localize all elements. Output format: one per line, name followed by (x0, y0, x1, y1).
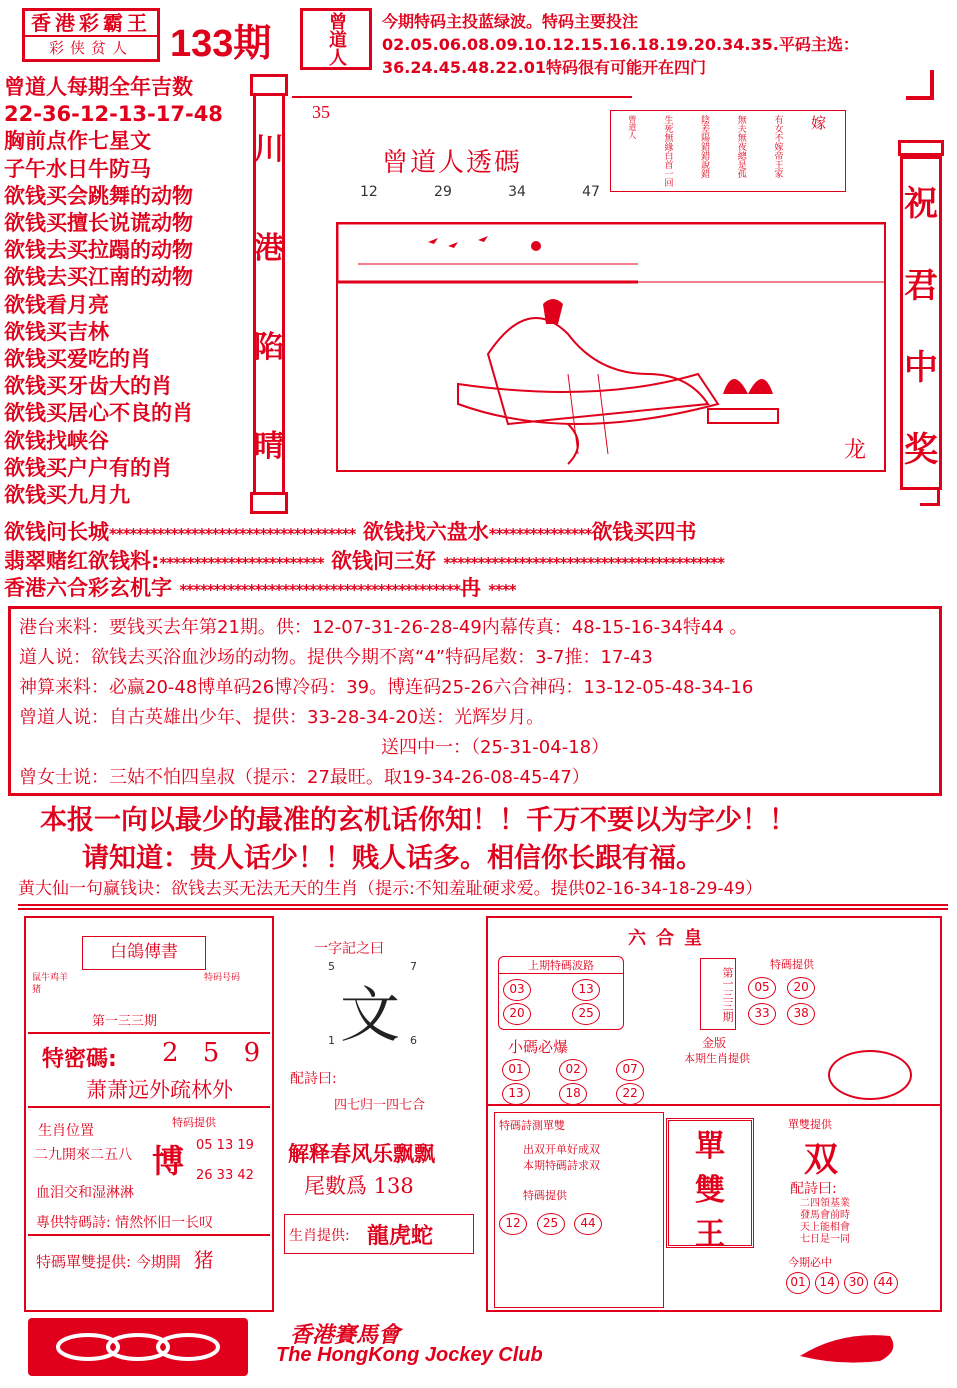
peishi: 四七归一四七合 (334, 1098, 426, 1113)
scroll-left (250, 74, 288, 514)
small-num: 18 (559, 1083, 587, 1105)
club-name-en: The HongKong Jockey Club (276, 1344, 543, 1366)
info-line: 送四中一：（25-31-04-18） (381, 737, 610, 758)
picture-area (292, 96, 886, 476)
scroll-char: 中 (904, 347, 938, 388)
huang-line: 黄大仙一句赢钱诀：欲钱去买无法无天的生肖（提示:不知羞耻硬求爱。提供02-16-34-18-29-49） (18, 879, 763, 899)
tip-box (152, 1114, 270, 1192)
scholar-illustration (338, 224, 886, 472)
riddle-a: 翡翠赌红欲钱料: (4, 549, 160, 573)
illustration (336, 222, 886, 472)
logo-bottom: 彩侠贫人 (25, 35, 157, 59)
double-line (36, 1244, 214, 1273)
poem-side: 嫁 (809, 115, 828, 130)
list-item: 欲钱买牙齿大的肖 (4, 374, 172, 399)
slogan-2: 请知道：贵人话少！！贱人话多。相信你长跟有福。 (82, 843, 703, 874)
today-num: 14 (815, 1272, 839, 1294)
bottom-right-panel (486, 916, 942, 1312)
tema2-num: 12 (499, 1213, 527, 1235)
list-item: 欲钱买吉林 (4, 319, 109, 344)
tema-label: 特碼提供 (770, 958, 814, 971)
tema-num: 38 (787, 1003, 815, 1025)
tema2-label: 特碼提供 (523, 1189, 567, 1202)
left-list (4, 74, 244, 509)
mid-char: 文 (340, 981, 400, 1051)
left-small: 鼠牛鸡羊猪 (32, 973, 69, 995)
trial-box (494, 1112, 664, 1308)
list-item: 欲钱买居心不良的肖 (4, 401, 193, 426)
zodiac-label: 生肖提供: (289, 1228, 350, 1244)
corner-label: 龙 (843, 438, 866, 463)
mid-title: 一字記之曰 (314, 941, 384, 957)
peishi-line: 天上能相會 (800, 1222, 850, 1233)
riddle-b: 欲钱找六盘水 (362, 520, 489, 544)
wave-num: 25 (572, 1003, 600, 1025)
seal-icon (828, 1050, 912, 1100)
scroll-char: 祝 (904, 183, 938, 224)
small-num: 02 (559, 1059, 587, 1081)
list-item: 欲钱买爱吃的肖 (4, 347, 151, 372)
special-poem: 專供特碼詩: 情然怀旧一长叹 (36, 1215, 214, 1231)
br-issue: 第一三三期 (700, 958, 736, 1030)
left-numbers: 22-36-12-13-17-48 (4, 102, 223, 127)
tip-nums: 05 13 19 (196, 1138, 254, 1153)
poem-col: 有女不嫁帝王家 (772, 115, 783, 178)
list-item: 欲钱找峡谷 (4, 428, 109, 453)
wave-num: 03 (503, 979, 531, 1001)
small-num: 22 (616, 1083, 644, 1105)
tema-box (744, 956, 840, 1046)
tema-num: 33 (748, 1003, 776, 1025)
riddle-b: 欲钱问三好 (330, 549, 436, 573)
info-line: 神算来料：必赢20-48博单码26博冷码：39。博连码25-26六合神码：13-12-05-48-34-16 (19, 677, 754, 698)
tip-nums: 26 33 42 (196, 1168, 254, 1183)
riddle-line-1: 欲钱问长城************************************ 欲钱找六盘水***************欲钱买四书 (4, 520, 697, 544)
club-name-cn: 香港賽馬會 (290, 1322, 401, 1348)
logo-box (22, 8, 160, 62)
riddle-line-3: 香港六合彩玄机字 *****************************************冉 **** (4, 576, 516, 600)
poem-col: 無夫無夜總是孤 (735, 115, 746, 178)
scroll-char: 港 (254, 230, 284, 266)
br-peishi-label: 配詩曰: (790, 1181, 837, 1197)
header-intro: 今期特码主投蓝绿波。特码主要投注02.05.06.08.09.10.12.15.16.18.19.20.34.35.平码主选：36.24.45.48.22.01特码很有可能开在四门 (382, 12, 859, 77)
list-item: 欲钱买九月九 (4, 483, 130, 508)
corner-bracket-h (906, 96, 934, 100)
today-num: 30 (844, 1272, 868, 1294)
info-box (8, 606, 942, 796)
tema2-num: 44 (574, 1213, 602, 1235)
top-left-number: 35 (312, 102, 330, 122)
info-line: 道人说：欲钱去买浴血沙场的动物。提供今期不离“4”特码尾数：3-7推：17-43 (19, 647, 653, 668)
daoren-stamp: 曾道人 (300, 8, 372, 70)
tip-big: 博 (152, 1142, 185, 1180)
riddle-c: 欲钱买四书 (591, 520, 697, 544)
bl-issue: 第一三三期 (92, 1014, 158, 1029)
jockey-club-emblem-icon (800, 1326, 900, 1366)
poem-col: 陰差陽錯錯說錯 (699, 115, 710, 178)
today-num: 44 (874, 1272, 898, 1294)
scroll-right (898, 140, 944, 510)
scroll-char: 陷 (254, 329, 284, 365)
pic-num: 34 (508, 184, 526, 200)
scroll-char: 君 (904, 265, 938, 306)
trial-line: 出双开单好成双 (523, 1143, 600, 1156)
wave-box (498, 956, 624, 1030)
explain: 解释春风乐飘飘 (288, 1142, 435, 1166)
cloud-emblem-icon (48, 1327, 228, 1367)
zodiac-value: 龍虎蛇 (367, 1224, 434, 1249)
double-val: 猪 (193, 1248, 214, 1272)
poem-box (610, 110, 846, 192)
list-item: 欲钱去买江南的动物 (4, 265, 193, 290)
tema-num: 20 (787, 977, 815, 999)
wave-num: 13 (572, 979, 600, 1001)
big-char: 單 (695, 1129, 725, 1164)
riddle-b: 冉 (459, 576, 481, 600)
pic-num: 29 (434, 184, 452, 200)
poem-sign: 曾道人 (627, 115, 637, 139)
mid-num: 6 (410, 1034, 417, 1047)
riddle-a: 香港六合彩玄机字 (4, 576, 172, 600)
zodiac-box (284, 1214, 474, 1254)
bottom-left-panel (24, 916, 274, 1312)
tail: 尾數爲 138 (304, 1174, 414, 1198)
trial-line: 本期特碼詩求双 (523, 1159, 600, 1172)
list-item: 胸前点作七星文 (4, 129, 151, 154)
wave-label: 上期特碼波路 (499, 957, 623, 974)
big-right-label: 單雙提供 (788, 1118, 832, 1131)
special-nums: 2 5 9 (162, 1038, 269, 1068)
mid-num: 5 (328, 960, 335, 973)
single-double-king (666, 1118, 754, 1252)
issue-number: 133期 (170, 23, 272, 65)
zodiac-tip-label: 本期生肖提供 (684, 1052, 750, 1065)
mid-num: 7 (410, 960, 417, 973)
small-num: 01 (502, 1059, 530, 1081)
small-num: 13 (502, 1083, 530, 1105)
white-dove-stamp: 白鴿傳書 (82, 936, 206, 970)
riddle-line-2: 翡翠赌红欲钱料:************************ 欲钱问三好 ***************************************** (4, 549, 724, 573)
small-num: 07 (616, 1059, 644, 1081)
footer-logo-right (800, 1326, 900, 1366)
peishi-label: 配詩曰: (290, 1071, 337, 1087)
small-nums (502, 1058, 682, 1105)
edition: 金版 (702, 1036, 727, 1050)
big-right-char: 双 (804, 1140, 838, 1180)
today-nums (786, 1272, 900, 1294)
peishi-line: 七日是一同 (800, 1234, 850, 1245)
small-label: 小碼必爆 (508, 1038, 569, 1056)
lhh-title: 六合皇 (628, 928, 712, 949)
list-item: 子午水日牛防马 (4, 156, 151, 181)
wave-num: 20 (503, 1003, 531, 1025)
list-item: 欲钱买户户有的肖 (4, 455, 172, 480)
bl-poem: 萧萧远外疏林外 (86, 1078, 233, 1102)
right-small: 特码号码 (204, 973, 241, 983)
blood-line: 血泪交和湿淋淋 (36, 1185, 134, 1201)
pic-num: 12 (360, 184, 378, 200)
mid-num: 1 (328, 1034, 335, 1047)
tema-num: 05 (748, 977, 776, 999)
pos-label: 生肖位置 (38, 1123, 94, 1139)
list-item: 欲钱看月亮 (4, 292, 109, 317)
picture-title: 曾道人透碼 (382, 148, 523, 178)
list-item: 欲钱去买拉蹋的动物 (4, 238, 193, 263)
picture-numbers (360, 184, 600, 200)
logo-top: 香港彩霸王 (31, 11, 151, 35)
trial-label: 特碼詩測單雙 (499, 1119, 565, 1132)
info-line: 曾女士说：三姑不怕四皇叔（提示：27最旺。取19-34-26-08-45-47） (19, 767, 590, 788)
info-line: 曾道人说：自古英雄出少年、提供：33-28-34-20送：光辉岁月。 (19, 707, 545, 728)
footer-logo-left (28, 1318, 248, 1376)
slogan-1: 本报一向以最少的最准的玄机话你知！！千万不要以为字少！！ (40, 805, 796, 836)
big-char: 王 (695, 1217, 725, 1252)
bottom-mid-panel (282, 916, 478, 1312)
peishi-line: 發馬會前時 (800, 1210, 850, 1221)
peishi-line: 二四領基業 (800, 1198, 850, 1209)
big-char: 雙 (695, 1173, 725, 1208)
today-num: 01 (786, 1272, 810, 1294)
tip-label: 特码提供 (172, 1116, 216, 1129)
today-label: 今期必中 (788, 1256, 832, 1269)
list-item: 欲钱买擅长说谎动物 (4, 211, 193, 236)
left-title: 曾道人每期全年吉数 (4, 75, 193, 99)
riddle-a: 欲钱问长城 (4, 520, 109, 544)
br-peishi (800, 1198, 850, 1246)
scroll-char: 晴 (254, 428, 284, 464)
scroll-char: 川 (254, 131, 284, 167)
tema2-num: 25 (537, 1213, 565, 1235)
double-label: 特碼單雙提供: 今期開 (36, 1253, 181, 1271)
scroll-char: 奖 (904, 429, 938, 470)
pic-num: 47 (582, 184, 600, 200)
pos-text: 二九開來二五八 (34, 1147, 132, 1163)
list-item: 欲钱买会跳舞的动物 (4, 183, 193, 208)
info-line: 港台来料：要钱买去年第21期。供：12-07-31-26-28-49内幕传真：48-15-16-34特44 。 (19, 617, 748, 638)
special-label: 特密碼: (42, 1047, 117, 1072)
poem-col: 生死無緣白首一回 (662, 115, 673, 187)
